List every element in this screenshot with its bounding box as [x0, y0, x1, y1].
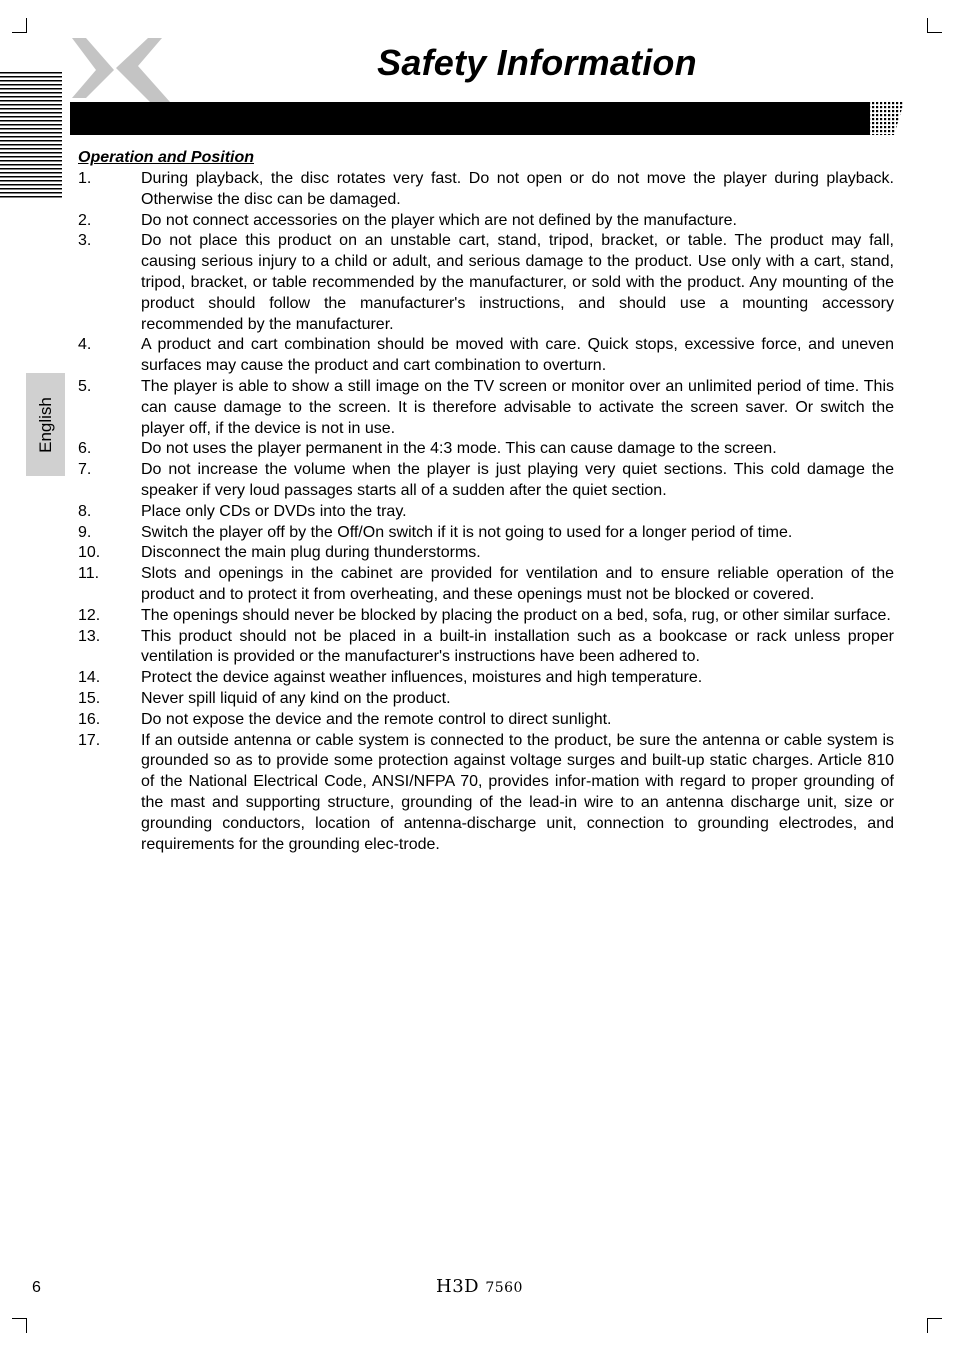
list-item-number: 5. [78, 377, 92, 395]
list-item-number: 2. [78, 211, 92, 229]
list-item-text: Place only CDs or DVDs into the tray. [141, 502, 407, 520]
list-item-text: Never spill liquid of any kind on the product. [141, 689, 451, 707]
list-item [78, 335, 894, 377]
list-item [78, 668, 894, 689]
crop-mark-top-right [927, 18, 942, 33]
list-item [78, 543, 894, 564]
list-item-number: 9. [78, 523, 92, 541]
page-number: 6 [32, 1279, 41, 1296]
list-item-text: Do not uses the player permanent in the 4:3 mode. This can cause damage to the screen. [141, 440, 777, 458]
list-item-number: 1. [78, 170, 92, 187]
list-item-text: Do not increase the volume when the player is just playing very quiet sections. This cold damage the speaker if very loud passages starts all of a sudden after the quiet section. [141, 461, 894, 499]
list-item-text: Switch the player off by the Off/On switch if it is not going to used for a longer period of time. [141, 523, 793, 541]
crop-mark-top-left [12, 18, 27, 33]
crop-mark-bottom-right [927, 1318, 942, 1333]
list-item-text: The player is able to show a still image on the TV screen or monitor over an unlimited period of time. This can cause damage to the screen. It is therefore advisable to activate the screen saver. Or switch the player off, if the device is not in use. [141, 377, 894, 437]
list-item [78, 439, 894, 460]
decorative-side-stripes [0, 72, 62, 198]
list-item-text: The openings should never be blocked by placing the product on a bed, sofa, rug, or other similar surface. [141, 606, 891, 624]
list-item [78, 460, 894, 502]
list-item [78, 627, 894, 669]
list-item-number: 12. [78, 606, 101, 624]
list-item [78, 689, 894, 710]
list-item-text: Do not expose the device and the remote control to direct sunlight. [141, 710, 612, 728]
crop-mark-bottom-left [12, 1318, 27, 1333]
list-item [78, 502, 894, 523]
list-item-text: Protect the device against weather influences, moistures and high temperature. [141, 669, 703, 687]
list-item-number: 4. [78, 336, 92, 354]
section-heading: Operation and Position [78, 149, 255, 166]
model-letters: H3D [436, 1276, 480, 1297]
list-item [78, 211, 894, 232]
list-item [78, 231, 894, 335]
list-item-number: 15. [78, 689, 101, 707]
list-item-number: 11. [78, 565, 100, 583]
list-item [78, 377, 894, 439]
list-item-text: A product and cart combination should be moved with care. Quick stops, excessive force, and uneven surfaces may cause the product and cart combination to overturn. [141, 336, 894, 375]
list-item-text: Do not place this product on an unstable cart, stand, tripod, bracket, or table. The product may fall, causing serious injury to a child or adult, and serious damage to the product. Use only with a cart, stand, tripod, bracket, or table recommended by the manufacturer, or sold with the product. Any mounting of the product should follow the manufacturer's instructions, and should use a mounting accessory recommended by the manufacturer. [141, 232, 894, 333]
language-label: English [35, 396, 55, 453]
list-item-number: 14. [78, 669, 101, 687]
model-name [436, 1276, 523, 1297]
list-item [78, 523, 894, 544]
list-item-number: 3. [78, 232, 92, 250]
list-item-number: 16. [78, 710, 101, 728]
list-item [78, 606, 894, 627]
list-item-text: If an outside antenna or cable system is connected to the product, be sure the antenna or cable system is grounded so as to provide some protection against voltage surges and built-up static charges. Article 810 of the National Electrical Code, ANSI/NFPA 70, provides infor-mation with regard to proper grounding of the mast and supporting structure, grounding of the lead-in wire to an antenna discharge unit, size or grounding conductors, location of antenna-discharge unit, connection to grounding electrodes, and requirements for the grounding elec-trode. [141, 731, 894, 853]
page-title: Safety Information [377, 42, 697, 83]
list-item [78, 564, 894, 606]
list-item-number: 13. [78, 627, 101, 645]
model-number: 7560 [485, 1280, 523, 1296]
dotted-pattern-icon [860, 102, 904, 135]
list-item-text: Disconnect the main plug during thunderstorms. [141, 544, 481, 562]
title-bar [70, 102, 870, 135]
list-item-text: Slots and openings in the cabinet are provided for ventilation and to ensure reliable operation of the product and to protect it from overheating, and these openings must not be blocked or covered. [141, 565, 894, 603]
safety-items-list [78, 169, 894, 855]
list-item-text: During playback, the disc rotates very fast. Do not open or do not move the player during playback. Otherwise the disc can be damaged. [141, 170, 894, 208]
list-item-number: 7. [78, 461, 92, 479]
language-tab [26, 373, 65, 476]
list-item-text: This product should not be placed in a built-in installation such as a bookcase or rack unless proper ventilation is provided or the manufacturer's instructions have been adhered to. [141, 627, 894, 666]
list-item-number: 17. [78, 731, 101, 749]
list-item [78, 710, 894, 731]
list-item-number: 6. [78, 440, 92, 458]
list-item-number: 10. [78, 544, 101, 562]
list-item [78, 169, 894, 211]
list-item [78, 731, 894, 856]
list-item-text: Do not connect accessories on the player which are not defined by the manufacture. [141, 211, 737, 229]
list-item-number: 8. [78, 502, 92, 520]
safety-content [78, 148, 894, 855]
